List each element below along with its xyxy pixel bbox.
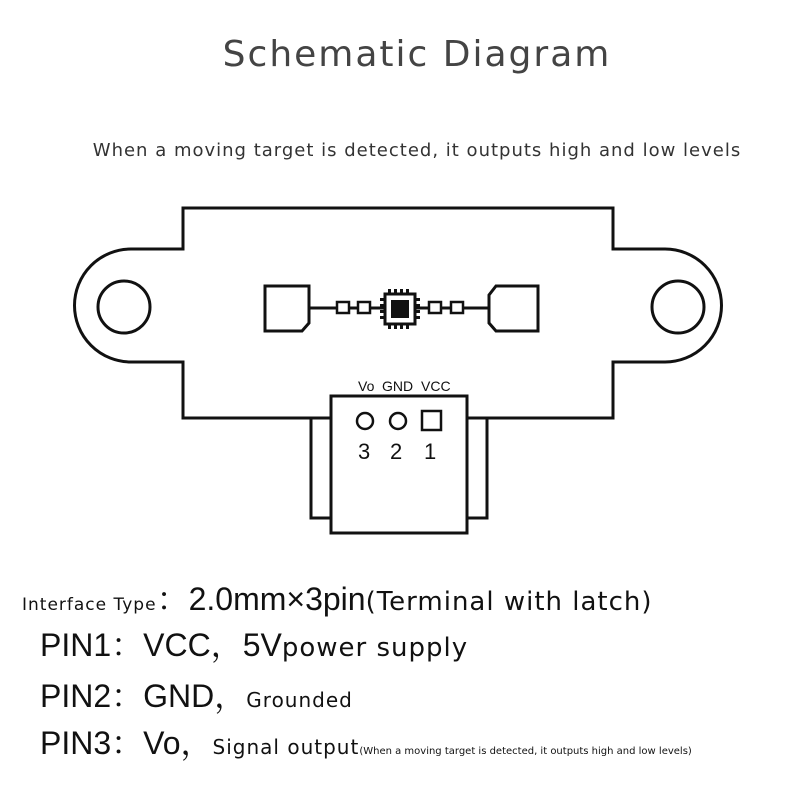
resistor [429, 302, 441, 313]
pin1-label: PIN1： [40, 627, 144, 663]
pin2-value: GND， [143, 678, 247, 714]
spec-pin2 [40, 671, 353, 717]
pin3-note: (When a moving target is detected, it outputs high and low levels) [359, 746, 692, 757]
interface-colon: ： [156, 581, 189, 617]
resistor [358, 302, 370, 313]
connector-side-right [467, 418, 487, 518]
resistor [451, 302, 463, 313]
pin-number-1: 1 [424, 439, 437, 464]
mounting-hole-right [652, 281, 704, 333]
interface-note: (Terminal with latch) [365, 587, 653, 617]
pin-3-marker [357, 413, 373, 429]
interface-value: 2.0mm×3pin [188, 581, 366, 617]
diagram-subtitle: When a moving target is detected, it outputs high and low levels [92, 140, 742, 161]
pin1-desc: power supply [281, 633, 469, 663]
connector-side-left [311, 418, 331, 518]
pin3-desc: Signal output [212, 735, 360, 759]
interface-label: Interface Type [22, 595, 157, 615]
spec-pin3 [40, 718, 692, 764]
spec-pin1 [40, 620, 468, 666]
pin-2-marker [390, 413, 406, 429]
pin-label-vcc: VCC [421, 378, 451, 394]
pin3-value: Vo， [143, 725, 213, 761]
pin-number-2: 2 [390, 439, 403, 464]
pin2-desc: Grounded [246, 688, 353, 712]
pin2-label: PIN2： [40, 678, 144, 714]
sensor-pad-left [265, 286, 309, 331]
spec-interface [22, 574, 653, 620]
pin-label-gnd: GND [382, 378, 414, 394]
pin1-value: VCC，5V [143, 627, 282, 663]
pin-label-vo: Vo [358, 378, 375, 394]
pin-number-3: 3 [358, 439, 371, 464]
pin-1-marker [422, 411, 441, 430]
pin3-label: PIN3： [40, 725, 144, 761]
resistor [337, 302, 349, 313]
mounting-hole-left [98, 281, 150, 333]
diagram-title: Schematic Diagram [222, 34, 612, 75]
sensor-pad-right [489, 286, 538, 331]
